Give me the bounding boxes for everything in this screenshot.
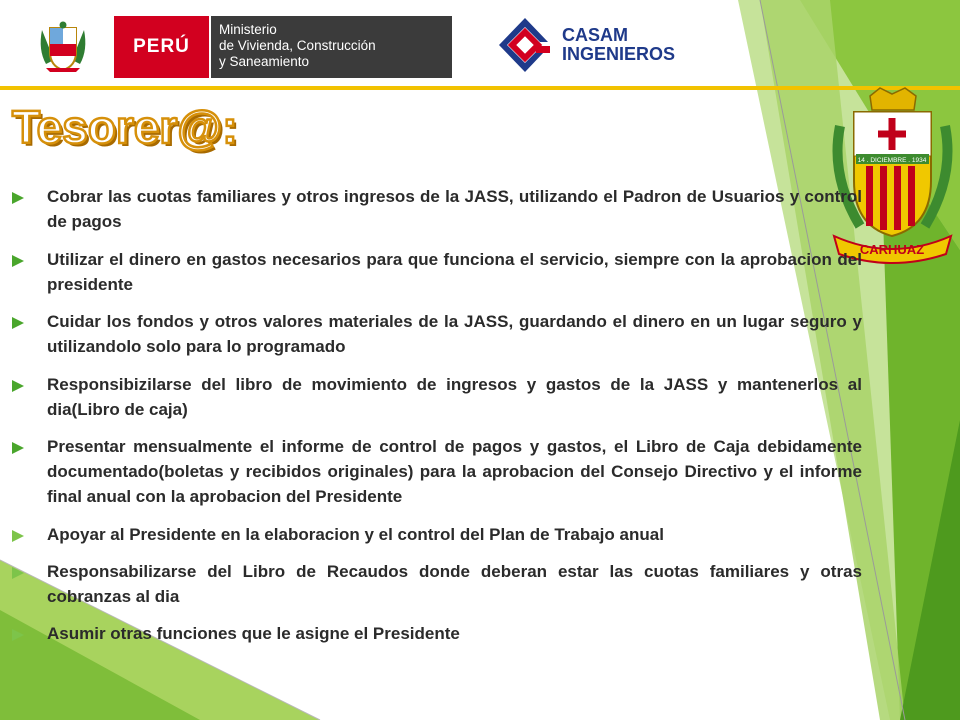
ministry-line-3: y Saneamiento bbox=[219, 54, 310, 69]
list-item bbox=[12, 372, 862, 422]
bullet-arrow-icon bbox=[12, 629, 24, 641]
list-item bbox=[12, 309, 862, 359]
page-title: Tesorer@: bbox=[12, 101, 238, 153]
list-item bbox=[12, 184, 862, 234]
ministry-label bbox=[211, 16, 452, 78]
casam-logo-icon bbox=[496, 16, 554, 76]
header-divider bbox=[0, 86, 960, 90]
list-item-text: Responsibizilarse del libro de movimiento de ingresos y gastos de la JASS y mantenerlos al dia(Libro de caja) bbox=[47, 374, 862, 419]
list-item-text: Cobrar las cuotas familiares y otros ingresos de la JASS, utilizando el Padron de Usuarios y control de pagos bbox=[47, 187, 862, 231]
ministry-line-1: Ministerio bbox=[219, 22, 277, 37]
list-item bbox=[12, 522, 862, 547]
list-item-text: Asumir otras funciones que le asigne el Presidente bbox=[47, 624, 460, 643]
list-item-text: Apoyar al Presidente en la elaboracion y el control del Plan de Trabajo anual bbox=[47, 524, 664, 544]
list-item bbox=[12, 621, 862, 646]
bullet-arrow-icon bbox=[12, 567, 24, 579]
ingenieros-word: INGENIEROS bbox=[562, 44, 676, 64]
list-item bbox=[12, 434, 862, 509]
list-item-text: Presentar mensualmente el informe de control de pagos y gastos, el Libro de Caja debidamente documentado(boletas y recibidos originales) para la aprobacion del Consejo Directivo y el informe final anual con la aprobacion del Presidente bbox=[47, 437, 862, 506]
crest-banner: 14 . DICIEMBRE . 1934 bbox=[857, 157, 927, 164]
government-logo bbox=[36, 16, 454, 78]
bullet-arrow-icon bbox=[12, 317, 24, 329]
ministry-line-2: de Vivienda, Construcción bbox=[219, 38, 376, 53]
bullet-arrow-icon bbox=[12, 380, 24, 392]
list-item-text: Utilizar el dinero en gastos necesarios para que funciona el servicio, siempre con la aprobacion del presidente bbox=[47, 249, 862, 294]
casam-wordmark bbox=[562, 26, 675, 64]
bullet-arrow-icon bbox=[12, 442, 24, 454]
bullet-arrow-icon bbox=[12, 530, 24, 542]
list-item bbox=[12, 247, 862, 297]
bullet-arrow-icon bbox=[12, 255, 24, 267]
list-item-text: Responsabilizarse del Libro de Recaudos donde deberan estar las cuotas familiares y otras cobranzas al dia bbox=[47, 561, 862, 606]
list-item bbox=[12, 559, 862, 609]
casam-logo bbox=[496, 16, 696, 76]
casam-word: CASAM bbox=[562, 25, 628, 45]
list-item-text: Cuidar los fondos y otros valores materiales de la JASS, guardando el dinero en un lugar seguro y utilizandolo solo para lo programado bbox=[47, 312, 862, 356]
peru-label: PERÚ bbox=[114, 16, 209, 78]
responsibilities-list bbox=[12, 184, 862, 658]
crest-label: CARHUAZ bbox=[859, 242, 925, 257]
bullet-arrow-icon bbox=[12, 192, 24, 204]
peru-coat-of-arms-icon bbox=[36, 20, 90, 74]
